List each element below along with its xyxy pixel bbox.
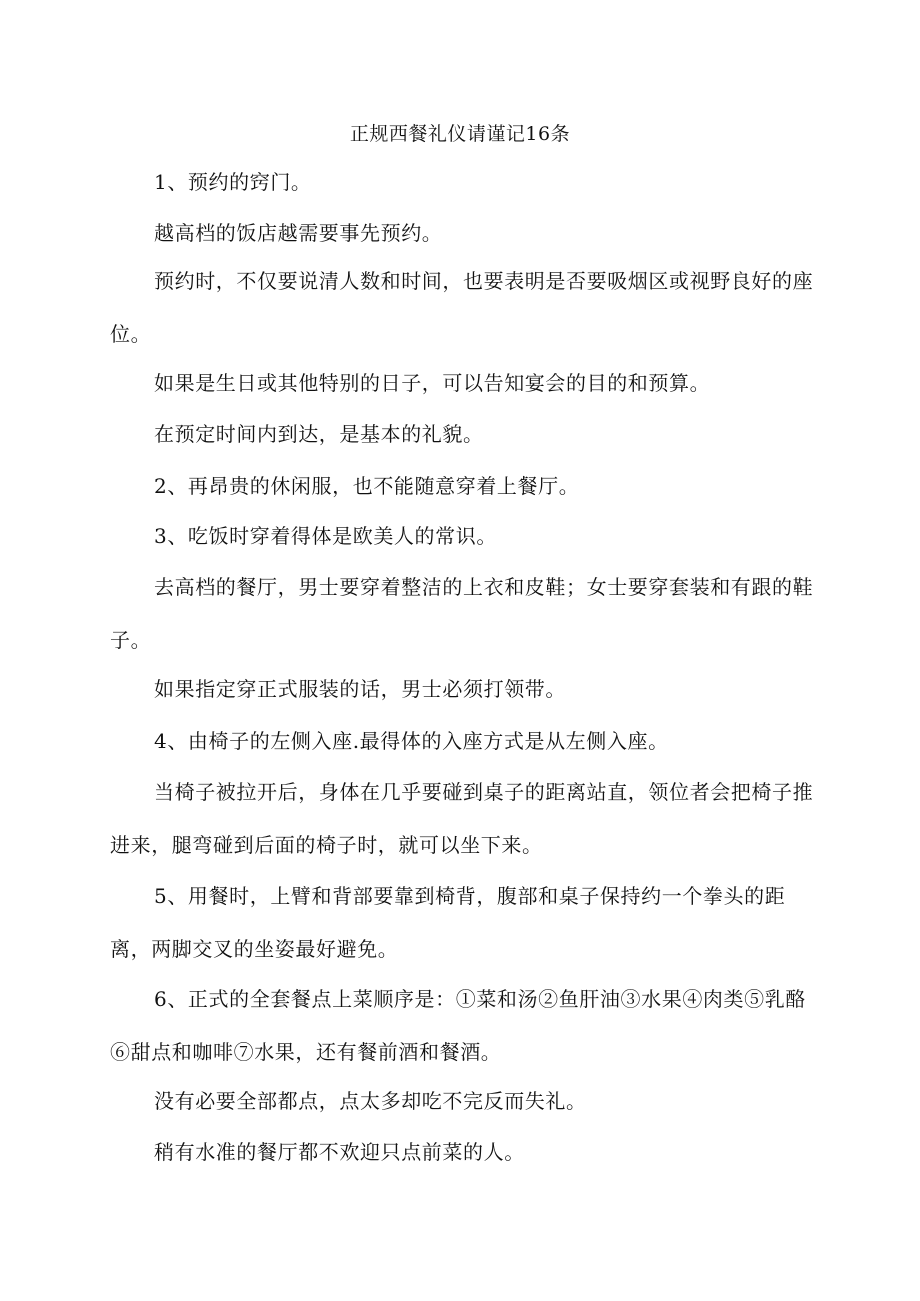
paragraph-5: 在预定时间内到达，是基本的礼貌。 bbox=[154, 422, 484, 446]
paragraph-4: 如果是生日或其他特别的日子，可以告知宴会的目的和预算。 bbox=[154, 371, 711, 395]
paragraph-3: 预约时，不仅要说清人数和时间，也要表明是否要吸烟区或视野良好的座位。 bbox=[110, 269, 814, 346]
paragraph-12: 5、用餐时，上臂和背部要靠到椅背，腹部和桌子保持约一个拳头的距离，两脚交叉的坐姿最好避免。 bbox=[110, 884, 786, 961]
paragraph-7: 3、吃饭时穿着得体是欧美人的常识。 bbox=[154, 524, 497, 548]
paragraph-1: 1、预约的窍门。 bbox=[154, 170, 312, 194]
paragraph-6: 2、再昂贵的休闲服，也不能随意穿着上餐厅。 bbox=[154, 474, 580, 498]
paragraph-15: 稍有水准的餐厅都不欢迎只点前菜的人。 bbox=[154, 1140, 525, 1164]
paragraph-13: 6、正式的全套餐点上菜顺序是：①菜和汤②鱼肝油③水果④肉类⑤乳酪⑥甜点和咖啡⑦水果，还有餐前酒和餐酒。 bbox=[110, 987, 806, 1064]
document-title: 正规西餐礼仪请谨记16条 bbox=[349, 123, 571, 145]
paragraph-10: 4、由椅子的左侧入座.最得体的入座方式是从左侧入座。 bbox=[154, 729, 669, 753]
paragraph-2: 越高档的饭店越需要事先预约。 bbox=[154, 221, 443, 245]
paragraph-14: 没有必要全部都点，点太多却吃不完反而失礼。 bbox=[154, 1089, 587, 1113]
paragraph-11: 当椅子被拉开后，身体在几乎要碰到桌子的距离站直，领位者会把椅子推进来，腿弯碰到后面的椅子时，就可以坐下来。 bbox=[110, 780, 814, 857]
paragraph-9: 如果指定穿正式服装的话，男士必须打领带。 bbox=[154, 677, 566, 701]
paragraph-8: 去高档的餐厅，男士要穿着整洁的上衣和皮鞋；女士要穿套装和有跟的鞋子。 bbox=[110, 575, 814, 652]
